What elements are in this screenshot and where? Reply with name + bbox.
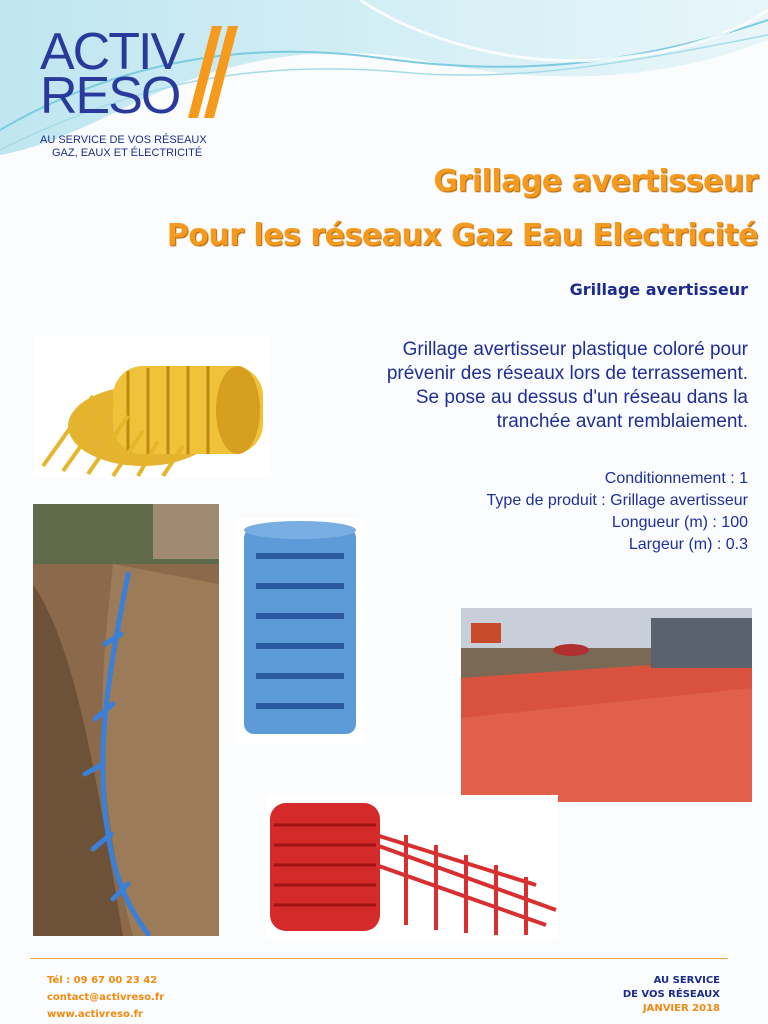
spec-line: Type de produit : Grillage avertisseur: [486, 492, 748, 509]
red-mesh-roll-photo: [266, 795, 558, 940]
footer-divider: [30, 958, 728, 959]
logo-tagline: [40, 134, 207, 160]
footer-date: JANVIER 2018: [642, 1003, 720, 1014]
footer-email[interactable]: contact@activreso.fr: [47, 992, 165, 1003]
spec-line: Conditionnement : 1: [604, 470, 748, 487]
red-mesh-site-photo: [461, 608, 752, 802]
product-subtitle: Grillage avertisseur: [569, 280, 748, 299]
spec-line: Longueur (m) : 100: [611, 514, 748, 531]
footer-website[interactable]: www.activreso.fr: [47, 1009, 143, 1020]
yellow-mesh-roll-photo: [33, 336, 271, 478]
logo-slash-icon: [188, 26, 238, 118]
trench-blue-mesh-photo: [33, 504, 219, 936]
page-title-line-2: Pour les réseaux Gaz Eau Electricité: [166, 218, 758, 253]
description-line: tranchée avant remblaiement.: [496, 411, 748, 432]
footer-right-line-1: AU SERVICE: [653, 975, 720, 986]
page-title-line-1: Grillage avertisseur: [433, 164, 758, 199]
footer-right-line-2: DE VOS RÉSEAUX: [622, 989, 720, 1000]
footer-right-info: [623, 974, 720, 1016]
tagline-line-1: AU SERVICE DE VOS RÉSEAUX: [40, 134, 207, 146]
footer-contact: [47, 972, 164, 1023]
blue-mesh-roll-photo: [236, 518, 364, 744]
description-line: Se pose au dessus d'un réseau dans la: [415, 387, 748, 408]
logo-text: [40, 23, 184, 125]
description-line: Grillage avertisseur plastique coloré pour: [402, 339, 748, 360]
footer-phone: Tél : 09 67 00 23 42: [47, 975, 158, 986]
logo-line-1: ACTIV: [40, 23, 184, 81]
spec-line: Largeur (m) : 0.3: [628, 536, 748, 553]
logo-line-2: RESO: [40, 67, 180, 125]
product-description: [288, 338, 748, 434]
product-specs: [348, 468, 748, 556]
description-line: prévenir des réseaux lors de terrassement.: [386, 363, 748, 384]
tagline-line-2: GAZ, EAUX ET ÉLECTRICITÉ: [52, 147, 203, 159]
